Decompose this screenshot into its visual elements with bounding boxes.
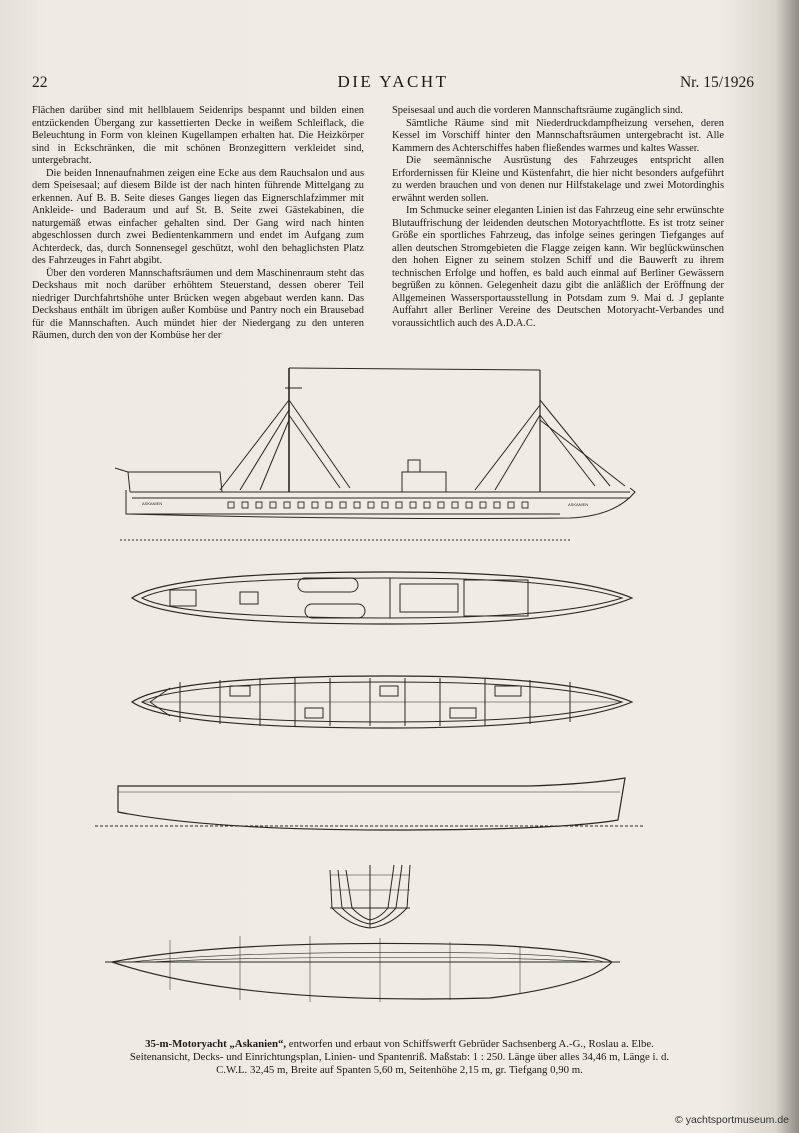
caption-line-1	[32, 1038, 767, 1051]
paragraph: Die beiden Innenaufnahmen zeigen eine Ecke aus dem Rauchsalon und aus dem Speisesaal; auf diesem Bilde ist der nach hinten führende Mittelgang zu erkennen. Auf B. B. Seite dieses Ganges liegen das Eignerschlafzimmer mit Ankleide- und Baderaum und auf St. B. Seite zwei Gästekabinen, die naturgemäß etwas einfacher gehalten sind. Der Gang wird nach hinten abgeschlossen durch zwei Bedientenkammern und endet im Aufgang zum Achterdeck, das, durch Sonnensegel geschützt, wohl den behaglichsten Platz des Fahrzeuges in Fahrt abgibt.	[32, 167, 364, 266]
side-elevation	[115, 368, 635, 540]
caption-title: 35-m-Motoryacht „Askanien“,	[145, 1038, 287, 1050]
body-plan	[330, 865, 410, 928]
page-number: 22	[32, 74, 48, 91]
watermark: © yachtsportmuseum.de	[675, 1114, 789, 1126]
paragraph: Über den vorderen Mannschaftsräumen und dem Maschinenraum steht das Deckshaus mit noch darüber erhöhtem Steuerstand, dessen oberer Teil niedriger Durchfahrtshöhe unter Brücken wegen abgebaut werden kann. Das Deckshaus enthält im übrigen außer Kombüse und Pantry noch ein Brausebad für die Mannschaften. Auch mündet hier der Niedergang zu den unteren Räumen, durch den von der Kombüse her der	[32, 267, 364, 341]
paragraph: Sämtliche Räume sind mit Niederdruckdampfheizung versehen, deren Kessel im Vorschiff hinter den Mannschaftsräumen untergebracht ist. Alle Kammern des Achterschiffes haben fließendes warmes und kaltes Wasser.	[392, 117, 724, 154]
stern-nameplate: ASKANIEN	[142, 501, 163, 506]
caption-line-2: Seitenansicht, Decks- und Einrichtungsplan, Linien- und Spantenriß. Maßstab: 1 : 250. Länge über alles 34,46 m, Länge i. d.	[129, 1051, 670, 1063]
yacht-plan-drawing	[90, 360, 650, 1030]
paragraph: Die seemännische Ausrüstung des Fahrzeuges entspricht allen Erfordernissen für Kleine und Küstenfahrt, die hier nicht besonders aufgeführt zu werden brauchen und von denen nur Hilfstakelage und zwei Motordinghis erwähnt werden sollen.	[392, 155, 724, 204]
right-column	[392, 105, 724, 330]
caption-line-3: C.W.L. 32,45 m, Breite auf Spanten 5,60 m, Seitenhöhe 2,15 m, gr. Tiefgang 0,90 m.	[216, 1064, 583, 1076]
bow-nameplate: ASKANIEN	[568, 502, 589, 507]
caption-builder: entworfen und erbaut von Schiffswerft Gebrüder Sachsenberg A.-G., Roslau a. Elbe.	[286, 1038, 654, 1050]
left-column	[32, 105, 364, 343]
issue-number: Nr. 15/1926	[679, 74, 754, 91]
paragraph: Im Schmucke seiner eleganten Linien ist das Fahrzeug eine sehr erwünschte Blutauffrischung der leidenden deutschen Motoryachtflotte. Es ist trotz seiner Größe ein sportliches Fahrzeug, das infolge seines geringen Tiefganges auf allen deutschen Stromgebieten die Flagge zeigen kann. Wir beglückwünschen den hohen Eigner zu seinem stolzen Schiff und die Bauwerft zu ihrem technischen Erfolge und hoffen, es bald auch einmal auf Berliner Gewässern begrüßen zu können. Gelegenheit dazu gibt die anläßlich der Eröffnung der Allgemeinen Wassersportausstellung in Potsdam zum 9. Mai d. J geplante Auffahrt aller Berliner Vereine des Deutschen Motoryacht-Verbandes und voraussichtlich auch des A.D.A.C.	[392, 205, 724, 329]
interior-plan	[132, 676, 632, 728]
page-header	[32, 74, 754, 96]
half-breadth-plan	[105, 936, 620, 1002]
magazine-title: DIE YACHT	[337, 72, 449, 91]
hull-profile	[95, 778, 645, 830]
figure-caption	[32, 1038, 767, 1077]
paragraph: Flächen darüber sind mit hellblauem Seidenrips bespannt und bilden einen entzückenden Übergang zur kassettierten Decke in weißem Schleiflack, die Beleuchtung in Form von kleinen Kugellampen erhalten hat. Die Heizkörper sind in Eckschränken, die mit schönen Bronzegittern verkleidet sind, untergebracht.	[32, 105, 364, 166]
paragraph: Speisesaal und auch die vorderen Mannschaftsräume zugänglich sind.	[392, 105, 683, 116]
deck-plan	[132, 572, 632, 624]
